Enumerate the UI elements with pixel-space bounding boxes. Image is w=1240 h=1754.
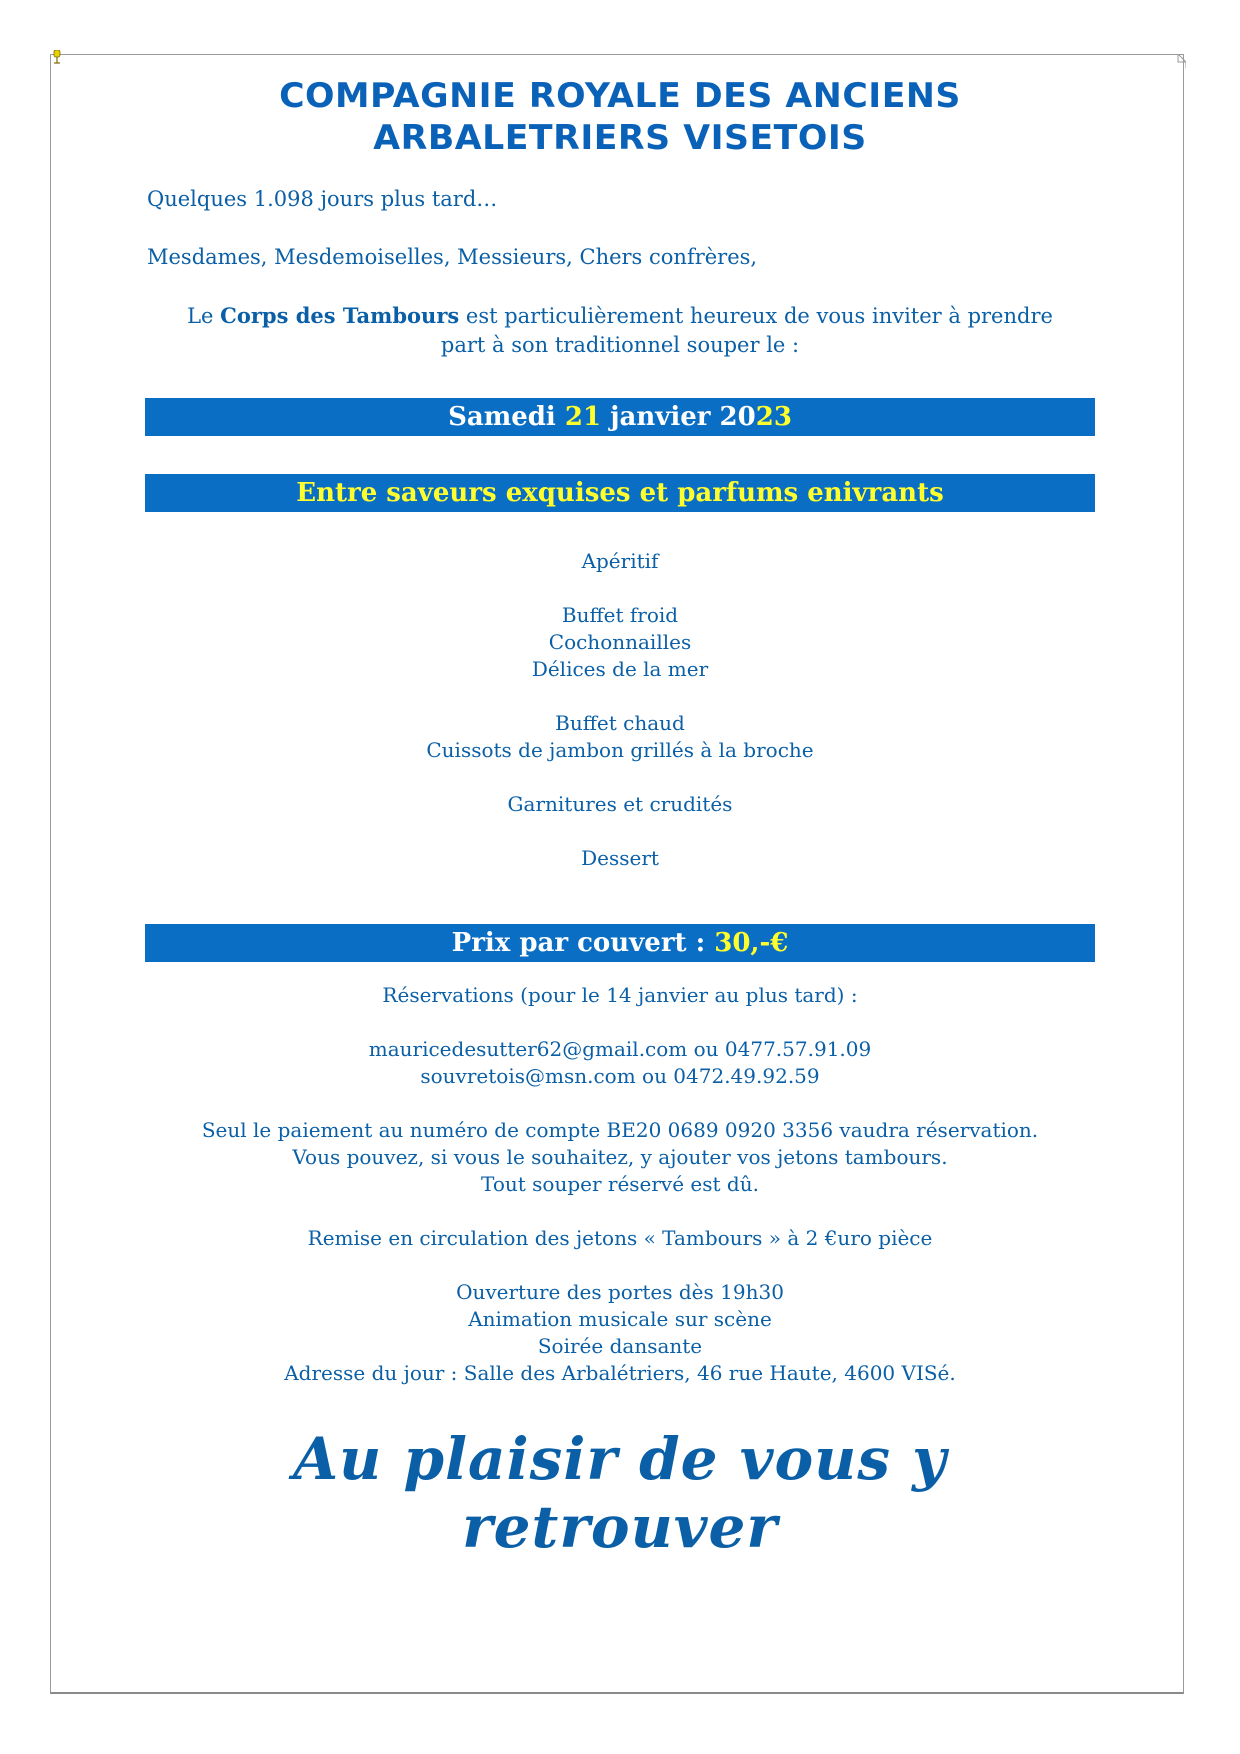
date-weekday: Samedi (448, 402, 565, 432)
corps-des-tambours: Corps des Tambours (220, 303, 460, 328)
closing-message: Au plaisir de vous y retrouver (293, 1425, 947, 1561)
anchor-marker-icon (52, 50, 62, 64)
invitation-line-2: part à son traditionnel souper le : (440, 333, 800, 357)
reservations-heading: Réservations (pour le 14 janvier au plus tard) : (382, 983, 858, 1007)
date-day: 21 (564, 402, 602, 432)
dance-line: Soirée dansante (537, 1334, 703, 1358)
invitation-rest: est particulièrement heureux de vous inviter à prendre (459, 304, 1053, 328)
price-label: Prix par couvert : (451, 928, 715, 958)
contact-line-2: souvretois@msn.com ou 0472.49.92.59 (420, 1064, 820, 1088)
title-line-2: ARBALETRIERS VISETOIS (373, 118, 867, 158)
menu-item-cochonnailles: Cochonnailles (548, 630, 692, 654)
address-line: Adresse du jour : Salle des Arbalétriers, 46 rue Haute, 4600 VISé. (284, 1361, 956, 1385)
menu-item-aperitif: Apéritif (581, 549, 659, 573)
menu-item-buffet-chaud: Buffet chaud (555, 711, 685, 735)
due-line: Tout souper réservé est dû. (481, 1172, 759, 1196)
menu-item-dessert: Dessert (581, 846, 659, 870)
tokens-line: Vous pouvez, si vous le souhaitez, y ajouter vos jetons tambours. (292, 1145, 948, 1169)
music-line: Animation musicale sur scène (468, 1307, 772, 1331)
invitation-prefix: Le (187, 304, 221, 328)
date-month-year: janvier 20 (601, 402, 756, 432)
contact-line-1: mauricedesutter62@gmail.com ou 0477.57.91.09 (368, 1037, 872, 1061)
menu-item-buffet-froid: Buffet froid (561, 603, 679, 627)
date-year-end: 23 (755, 402, 792, 432)
folded-corner-icon (1166, 54, 1186, 68)
title-line-1: COMPAGNIE ROYALE DES ANCIENS (279, 76, 961, 116)
doors-line: Ouverture des portes dès 19h30 (456, 1280, 784, 1304)
price-value: 30,-€ (714, 928, 789, 958)
menu-item-garnitures: Garnitures et crudités (507, 792, 733, 816)
invitation-line-1 (145, 303, 1095, 328)
price-bar (145, 924, 1095, 962)
menu-item-cuissots: Cuissots de jambon grillés à la broche (426, 738, 814, 762)
circulation-line: Remise en circulation des jetons « Tambours » à 2 €uro pièce (307, 1226, 933, 1250)
menu-item-delices: Délices de la mer (531, 657, 709, 681)
salutation: Mesdames, Mesdemoiselles, Messieurs, Chers confrères, (147, 245, 758, 269)
theme-bar: Entre saveurs exquises et parfums enivrants (145, 474, 1095, 512)
payment-line: Seul le paiement au numéro de compte BE20 0689 0920 3356 vaudra réservation. (201, 1118, 1039, 1142)
date-bar (145, 398, 1095, 436)
intro-line: Quelques 1.098 jours plus tard… (147, 187, 498, 211)
